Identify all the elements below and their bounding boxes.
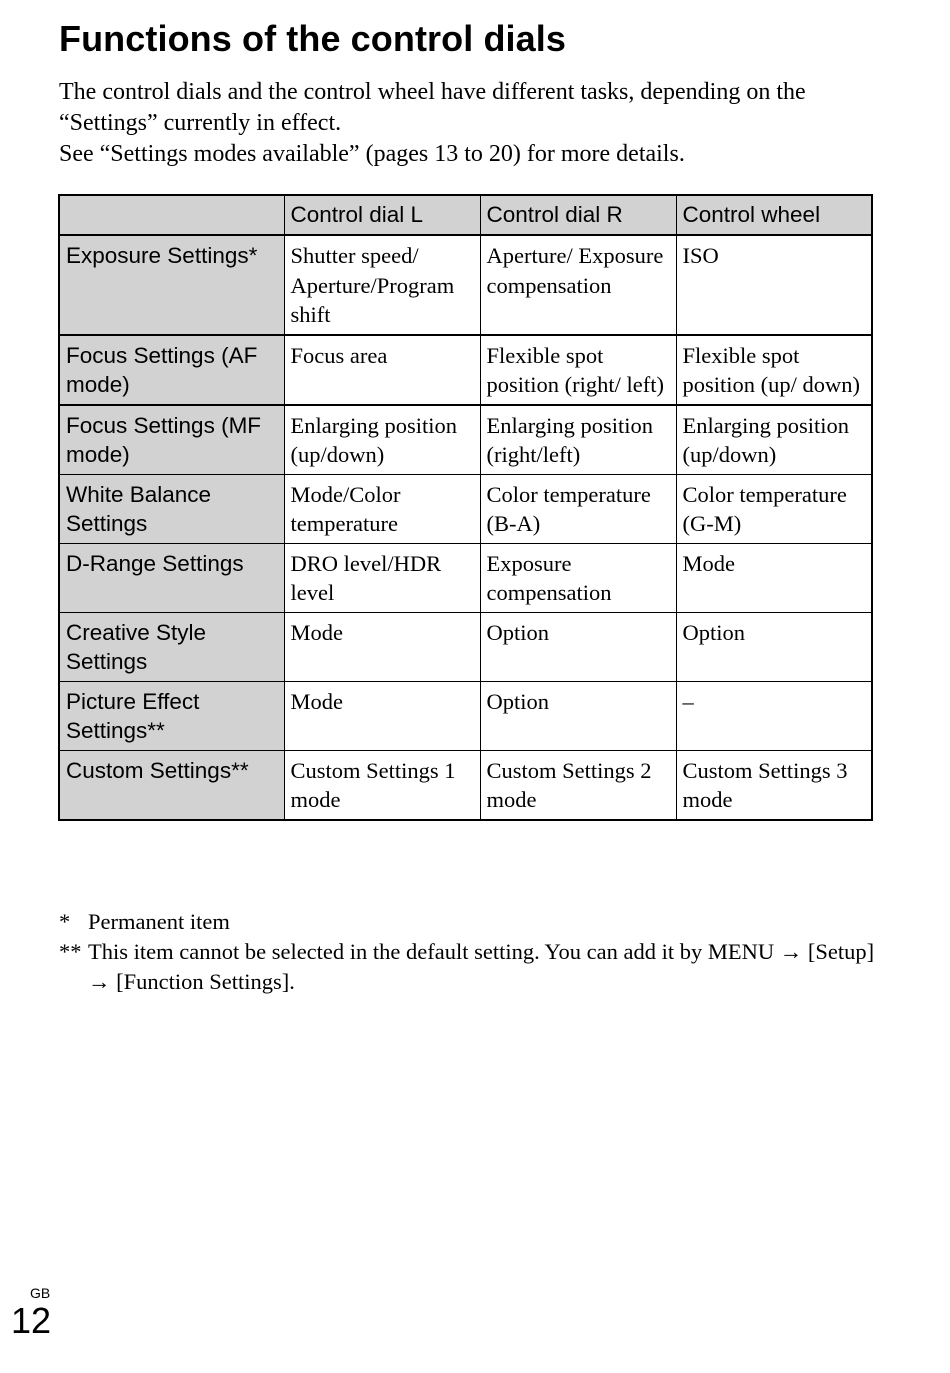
table-row xyxy=(59,335,872,405)
table-row xyxy=(59,681,872,750)
page-region-label: GB xyxy=(30,1285,51,1301)
footnote xyxy=(59,937,889,997)
row-setting-label: Picture Effect Settings** xyxy=(59,681,284,750)
table-row xyxy=(59,612,872,681)
footnote-text: Permanent item xyxy=(88,909,230,934)
cell-control-dial-r: Aperture/ Exposure compensation xyxy=(480,235,676,335)
table-row xyxy=(59,750,872,820)
row-setting-label: White Balance Settings xyxy=(59,474,284,543)
cell-control-dial-l: Shutter speed/ Aperture/Program shift xyxy=(284,235,480,335)
cell-control-wheel: Option xyxy=(676,612,872,681)
cell-control-dial-l: Custom Settings 1 mode xyxy=(284,750,480,820)
cell-control-wheel: Color temperature (G-M) xyxy=(676,474,872,543)
cell-control-wheel: Enlarging position (up/down) xyxy=(676,405,872,475)
table-row xyxy=(59,474,872,543)
cell-control-dial-r: Option xyxy=(480,681,676,750)
cell-control-dial-l: Mode xyxy=(284,681,480,750)
row-setting-label: Focus Settings (AF mode) xyxy=(59,335,284,405)
row-setting-label: Focus Settings (MF mode) xyxy=(59,405,284,475)
cell-control-wheel: ISO xyxy=(676,235,872,335)
cell-control-dial-l: DRO level/HDR level xyxy=(284,543,480,612)
header-control-dial-l: Control dial L xyxy=(284,195,480,235)
cell-control-dial-r: Enlarging position (right/left) xyxy=(480,405,676,475)
footnote-mark: * xyxy=(59,909,71,934)
cell-control-dial-r: Color temperature (B-A) xyxy=(480,474,676,543)
header-corner-cell xyxy=(59,195,284,235)
footnote-mark: ** xyxy=(59,939,82,964)
row-setting-label: Custom Settings** xyxy=(59,750,284,820)
intro-line-2: See “Settings modes available” (pages 13 to 20) for more details. xyxy=(59,141,685,167)
control-dials-table xyxy=(58,194,873,821)
page-number: 12 xyxy=(11,1300,52,1341)
table-header-row xyxy=(59,195,872,235)
cell-control-dial-l: Enlarging position (up/down) xyxy=(284,405,480,475)
header-control-dial-r: Control dial R xyxy=(480,195,676,235)
table-row xyxy=(59,405,872,475)
row-setting-label: Creative Style Settings xyxy=(59,612,284,681)
cell-control-dial-l: Focus area xyxy=(284,335,480,405)
cell-control-dial-r: Flexible spot position (right/ left) xyxy=(480,335,676,405)
cell-control-dial-l: Mode xyxy=(284,612,480,681)
cell-control-wheel: Flexible spot position (up/ down) xyxy=(676,335,872,405)
page-title: Functions of the control dials xyxy=(59,18,566,59)
header-control-wheel: Control wheel xyxy=(676,195,872,235)
table-row xyxy=(59,543,872,612)
footnote xyxy=(59,907,889,937)
table-row xyxy=(59,235,872,335)
cell-control-dial-r: Custom Settings 2 mode xyxy=(480,750,676,820)
cell-control-dial-r: Exposure compensation xyxy=(480,543,676,612)
footnote-text: This item cannot be selected in the default setting. You can add it by MENU → [Setup] → [Function Settings]. xyxy=(88,939,875,994)
cell-control-dial-l: Mode/Color temperature xyxy=(284,474,480,543)
cell-control-wheel: – xyxy=(676,681,872,750)
cell-control-dial-r: Option xyxy=(480,612,676,681)
intro-text xyxy=(59,77,889,170)
cell-control-wheel: Custom Settings 3 mode xyxy=(676,750,872,820)
row-setting-label: D-Range Settings xyxy=(59,543,284,612)
intro-line-1: The control dials and the control wheel have different tasks, depending on the “Settings” currently in effect. xyxy=(59,79,806,136)
row-setting-label: Exposure Settings* xyxy=(59,235,284,335)
footnotes xyxy=(59,907,889,997)
cell-control-wheel: Mode xyxy=(676,543,872,612)
